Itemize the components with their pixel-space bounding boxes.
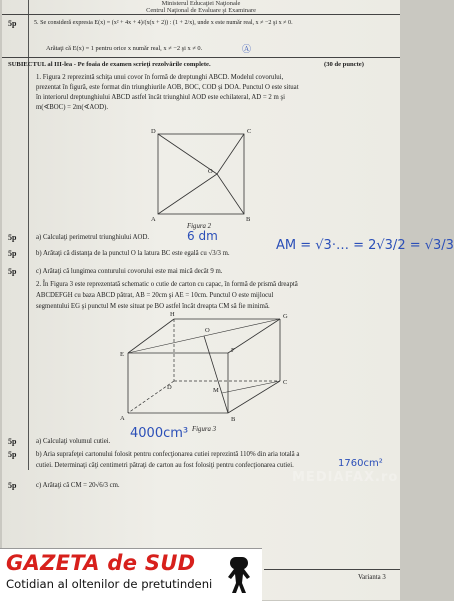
problem2-line-2: ABCDEFGH cu baza ABCD pătrat, AB = 20cm şi AE = 10cm. Punctul O este mijlocul xyxy=(36,292,274,299)
fig2-label-O: O xyxy=(208,168,213,175)
header-ministry: Ministerul Educaţiei Naţionale xyxy=(161,0,241,7)
problem1-line-2: prezentat în figură, este format din triunghiurile AOB, BOC, COD şi DOA. Punctul O este situat xyxy=(36,84,299,91)
problem1-line-3: în interiorul dreptunghiului ABCD astfel încât triunghiul AOD este echilateral, AD = 2 m şi xyxy=(36,94,286,101)
fig2-label-D: D xyxy=(151,128,156,135)
footer-rule xyxy=(264,569,400,570)
fig3-label-E: E xyxy=(120,351,124,358)
figure-3-prism-diagram xyxy=(110,309,310,433)
figure-2-caption: Figura 2 xyxy=(187,223,211,230)
fig3-label-M: M xyxy=(213,387,219,394)
p2b-text-1: b) Aria suprafeţei cartonului folosit pentru confecţionarea cutiei reprezintă 110% din aria totală a xyxy=(36,451,300,458)
logo-subtitle: Cotidian al oltenilor de pretutindeni xyxy=(6,577,213,591)
fig3-label-F: F xyxy=(231,347,235,354)
header-center: Centrul Naţional de Evaluare şi Examinare xyxy=(146,7,256,14)
problem5-line2: Arătaţi că E(x) = 1 pentru orice x număr real, x ≠ −2 şi x ≠ 0. xyxy=(46,45,203,52)
fig2-label-A: A xyxy=(151,216,156,223)
logo-title: GAZETA de SUD xyxy=(6,551,196,575)
p1b-text: b) Arătaţi că distanţa de la punctul O la latura BC este egală cu √3/3 m. xyxy=(36,250,230,257)
fig3-label-G: G xyxy=(283,313,288,320)
figure-3-caption: Figura 3 xyxy=(192,426,216,433)
problem5-line1: 5. Se consideră expresia E(x) = (x² + 4x + 4)/(x(x + 2)) : (1 + 2/x), unde x este număr real, x ≠ −2 şi x ≠ 0. xyxy=(34,20,293,26)
p1c-text: c) Arătaţi că lungimea conturului covorului este mai mică decât 9 m. xyxy=(36,268,223,275)
p2a-handwritten-answer: 4000cm³ xyxy=(130,426,189,441)
margin-line xyxy=(28,0,29,470)
p2a-text: a) Calculaţi volumul cutiei. xyxy=(36,438,111,445)
p2b-text-2: cutiei. Determinaţi câţi centimetri pătraţi de carton au fost folosiţi pentru confecţionarea cutiei. xyxy=(36,462,294,469)
fig3-label-H: H xyxy=(170,311,175,318)
handwritten-circle-mark: Ⓐ xyxy=(242,45,252,55)
problem2-line-3: segmentului EG şi punctul M este situat pe BO astfel încât dreapta CM să fie minimă. xyxy=(36,303,270,310)
section3-title: SUBIECTUL al III-lea - Pe foaia de examen scrieţi rezolvările complete. xyxy=(8,61,211,68)
fig2-label-C: C xyxy=(247,128,252,135)
watermark: MEDIAFAX.ro xyxy=(292,470,399,485)
gazeta-de-sud-logo xyxy=(0,548,262,601)
fig2-label-B: B xyxy=(246,216,251,223)
problem5-points: 5p xyxy=(8,19,17,28)
p1a-handwritten-answer: 6 dm xyxy=(187,229,218,243)
fig3-label-A: A xyxy=(120,415,125,422)
p2a-points: 5p xyxy=(8,437,17,446)
p1b-handwritten-answer: AM = √3·… = 2√3/2 = √3/3 xyxy=(276,238,454,253)
p2b-points: 5p xyxy=(8,450,17,459)
exam-page xyxy=(2,0,454,600)
fig3-label-C: C xyxy=(283,379,288,386)
p2c-text: c) Arătaţi că CM = 20√6/3 cm. xyxy=(36,482,120,489)
p1c-points: 5p xyxy=(8,267,17,276)
fig3-label-D: D xyxy=(167,384,172,391)
problem1-line-4: m(∢BOC) = 2m(∢AOD). xyxy=(36,104,109,111)
section-rule xyxy=(2,57,400,58)
section3-points: (30 de puncte) xyxy=(324,61,364,68)
p1a-text: a) Calculaţi perimetrul triunghiului AOD. xyxy=(36,234,150,241)
p1a-points: 5p xyxy=(8,233,17,242)
fig3-label-O: O xyxy=(205,327,210,334)
fig3-label-B: B xyxy=(231,416,236,423)
problem2-line-1: 2. În Figura 3 este reprezentată schematic o cutie de carton cu capac, în formă de prismă dreaptă xyxy=(36,281,298,288)
figure-2-rectangle-diagram xyxy=(150,126,255,222)
p1b-points: 5p xyxy=(8,249,17,258)
p2c-points: 5p xyxy=(8,481,17,490)
logo-figure-icon xyxy=(226,555,258,595)
p2b-handwritten-answer: 1760cm² xyxy=(338,458,383,469)
problem1-line-1: 1. Figura 2 reprezintă schiţa unui covor în formă de dreptunghi ABCD. Modelul covorului, xyxy=(36,74,284,81)
top-rule xyxy=(2,14,400,15)
variant-label: Varianta 3 xyxy=(358,574,386,581)
